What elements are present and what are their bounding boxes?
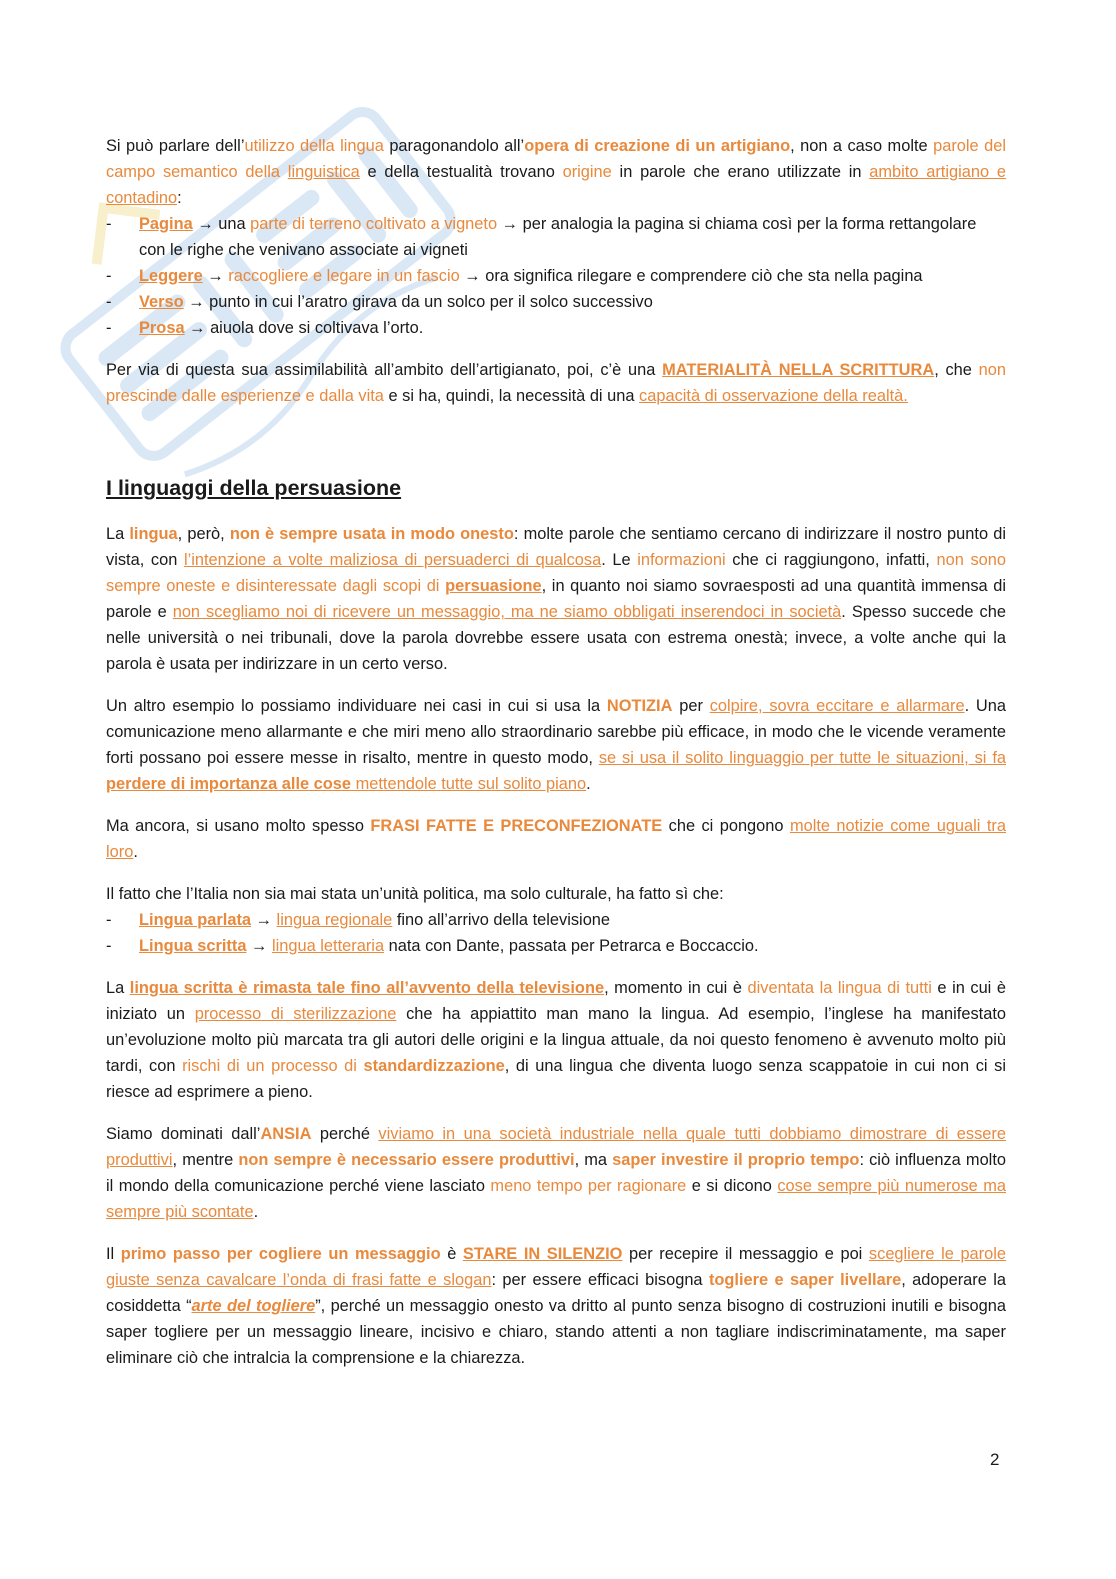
arrow-right-icon: → bbox=[501, 215, 519, 233]
arrow-right-icon: → bbox=[188, 293, 205, 311]
paragraph-language-honesty: La lingua, però, non è sempre usata in modo onesto: molte parole che sentiamo cercano di indirizzare il nostro punto di vista, con l’intenzione a volte maliziosa di persuaderci di qualcosa. Le informazioni che ci raggiungono, infatti, non sono sempre oneste e disinteressate dagli scopi di persuasione, in quanto noi siamo sovraesposti ad una quantità immensa di parole e non scegliamo noi di ricevere un messaggio, ma ne siamo obbligati inserendoci in società. Spesso succede che nelle università o nei tribunali, dove la parola dovrebbe essere usata con estrema onestà; invece, a volte anche qui la parola è usata per indirizzare in un certo verso. bbox=[106, 525, 1007, 673]
arrow-right-icon: → bbox=[255, 911, 272, 929]
list-item: - Lingua scritta → lingua letteraria nata con Dante, passata per Petrarca e Boccaccio. bbox=[106, 937, 759, 955]
language-list bbox=[106, 907, 1006, 959]
document-body bbox=[106, 133, 1006, 1387]
list-item: - Prosa → aiuola dove si coltivava l’orto. bbox=[106, 319, 424, 337]
paragraph-set-phrases: Ma ancora, si usano molto spesso FRASI FATTE E PRECONFEZIONATE che ci pongono molte notizie come uguali tra loro. bbox=[106, 817, 1006, 861]
arrow-right-icon: → bbox=[251, 937, 268, 955]
list-item: - Leggere → raccogliere e legare in un fascio → ora significa rilegare e comprendere ciò che sta nella pagina bbox=[106, 267, 923, 285]
arrow-right-icon: → bbox=[197, 215, 214, 233]
list-item: - Pagina → una parte di terreno coltivato a vigneto → per analogia la pagina si chiama così per la forma rettangolare con le righe che venivano associate ai vigneti bbox=[106, 215, 977, 259]
paragraph-materiality: Per via di questa sua assimilabilità all’ambito dell’artigianato, poi, c’è una MATERIALITÀ NELLA SCRITTURA, che non prescinde dalle esperienze e dalla vita e si ha, quindi, la necessità di una capacità di osservazione della realtà. bbox=[106, 361, 1007, 405]
list-item: - Verso → punto in cui l’aratro girava da un solco per il solco successivo bbox=[106, 293, 653, 311]
arrow-right-icon: → bbox=[207, 267, 224, 285]
paragraph-silence: Il primo passo per cogliere un messaggio è STARE IN SILENZIO per recepire il messaggio e poi scegliere le parole giuste senza cavalcare l’onda di frasi fatte e slogan: per essere efficaci bisogna togliere e saper livellare, adoperare la cosiddetta “arte del togliere”, perché un messaggio onesto va dritto al punto senza bisogno di costruzioni inutili e bisogna saper togliere per un messaggio lineare, incisivo e chiaro, stando attenti a non tagliare indiscriminatamente, ma saper eliminare ciò che intralcia la comprensione e la chiarezza. bbox=[106, 1245, 1007, 1367]
section-heading: I linguaggi della persuasione bbox=[106, 476, 402, 500]
paragraph-italy-unity: Il fatto che l’Italia non sia mai stata un’unità politica, ma solo culturale, ha fatto sì che: bbox=[106, 885, 724, 903]
paragraph-anxiety: Siamo dominati dall’ANSIA perché viviamo in una società industriale nella quale tutti dobbiamo dimostrare di essere produttivi, mentre non sempre è necessario essere produttivi, ma saper investire il proprio tempo: ciò influenza molto il mondo della comunicazione perché viene lasciato meno tempo per ragionare e si dicono cose sempre più numerose ma sempre più scontate. bbox=[106, 1125, 1006, 1221]
page-number: 2 bbox=[990, 1450, 1000, 1469]
paragraph-news: Un altro esempio lo possiamo individuare nei casi in cui si usa la NOTIZIA per colpire, sovra eccitare e allarmare. Una comunicazione meno allarmante e che miri meno allo straordinario sarebbe più efficace, in modo che le vicende veramente forti possano poi essere messe in risalto, mentre in questo modo, se si usa il solito linguaggio per tutte le situazioni, si fa perdere di importanza alle cose mettendole tutte sul solito piano. bbox=[106, 697, 1006, 793]
etymology-list bbox=[106, 211, 1006, 341]
paragraph-intro: Si può parlare dell’utilizzo della lingua paragonandolo all’opera di creazione di un artigiano, non a caso molte parole del campo semantico della linguistica e della testualità trovano origine in parole che erano utilizzate in ambito artigiano e contadino: bbox=[106, 137, 1006, 207]
paragraph-television: La lingua scritta è rimasta tale fino all’avvento della televisione, momento in cui è diventata la lingua di tutti e in cui è iniziato un processo di sterilizzazione che ha appiattito man mano la lingua. Ad esempio, l’inglese ha manifestato un’evoluzione molto più marcata tra gli autori delle origini e la lingua attuale, da noi questo fenomeno è avvenuto molto più tardi, con rischi di un processo di standardizzazione, di una lingua che diventa luogo senza scappatoie in cui non ci si riesce ad esprimere a pieno. bbox=[106, 979, 1006, 1101]
arrow-right-icon: → bbox=[189, 319, 206, 337]
list-item: - Lingua parlata → lingua regionale fino all’arrivo della televisione bbox=[106, 911, 611, 929]
arrow-right-icon: → bbox=[464, 267, 481, 285]
